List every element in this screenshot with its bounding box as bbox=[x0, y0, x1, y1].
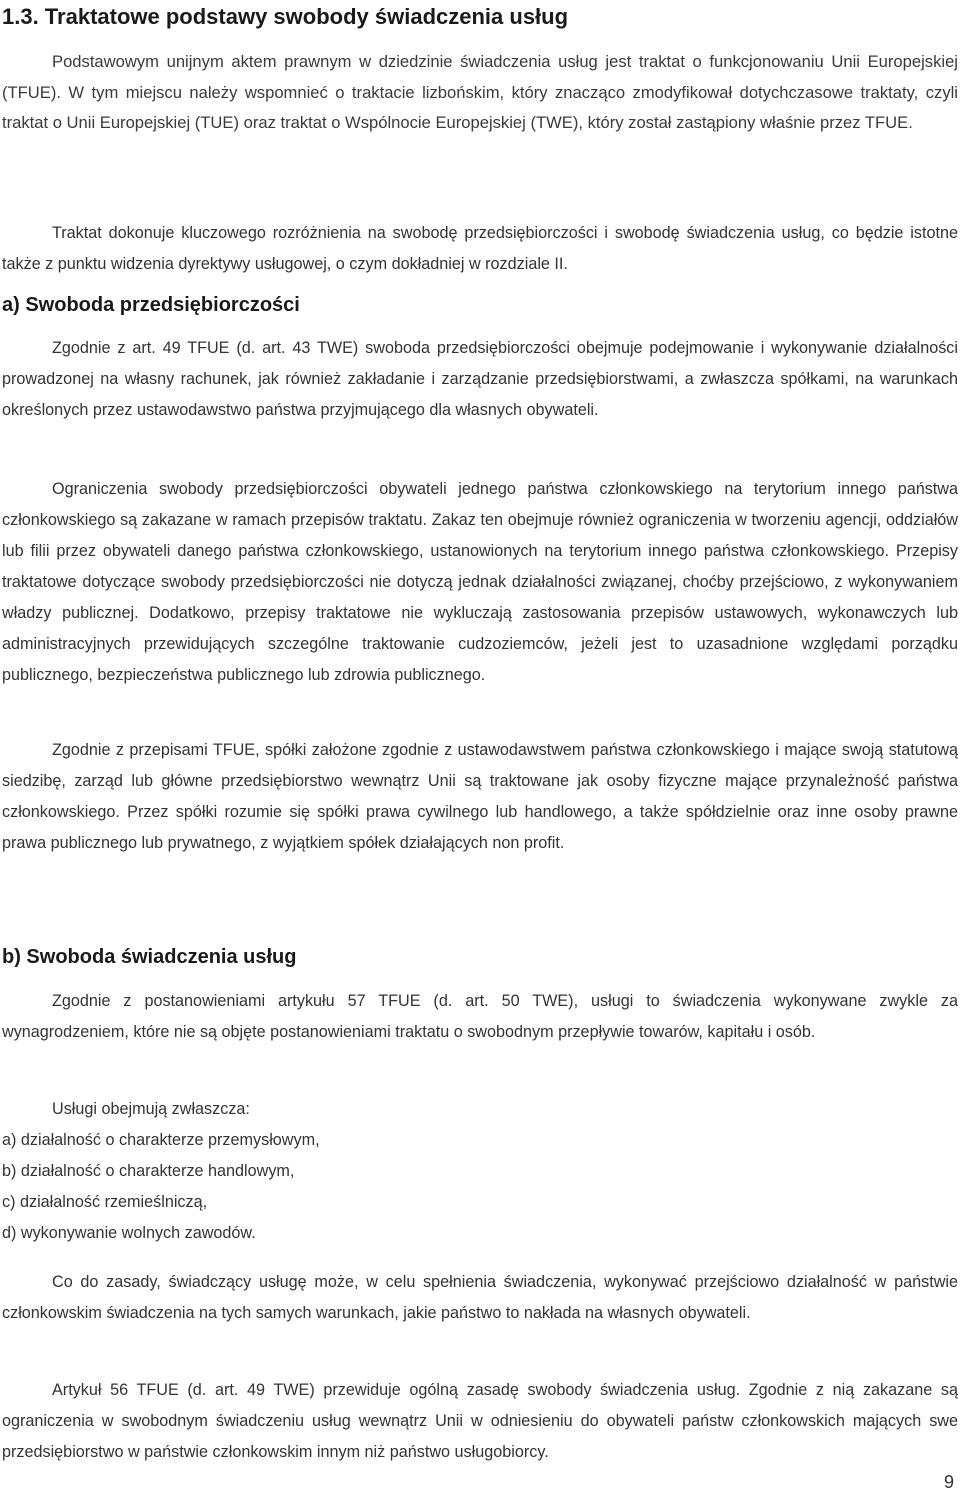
chapter-title: 1.3. Traktatowe podstawy swobody świadczenia usług bbox=[2, 4, 569, 29]
section-b-title: b) Swoboda świadczenia usług bbox=[2, 946, 297, 968]
services-list bbox=[2, 1125, 320, 1249]
section-a-paragraph-2: Ograniczenia swobody przedsiębiorczości obywateli jednego państwa członkowskiego na terytorium innego państwa członkowskiego są zakazane w ramach przepisów traktatu. Zakaz ten obejmuje również ograniczenia w tworzeniu agencji, oddziałów lub filii przez obywateli danego państwa członkowskiego, ustanowionych na terytorium innego państwa członkowskiego. Przepisy traktatowe dotyczące swobody przedsiębiorczości nie dotyczą jednak działalności związanej, choćby przejściowo, z wykonywaniem władzy publicznej. Dodatkowo, przepisy traktatowe nie wykluczają zastosowania przepisów ustawowych, wykonawczych lub administracyjnych przewidujących szczególne traktowanie cudzoziemców, jeżeli jest to uzasadnione względami porządku publicznego, bezpieczeństwa publicznego lub zdrowia publicznego. bbox=[2, 480, 958, 684]
section-b-paragraph-3: Artykuł 56 TFUE (d. art. 49 TWE) przewiduje ogólną zasadę swobody świadczenia usług. Zgodnie z nią zakazane są ograniczenia w swobodnym świadczeniu usług wewnątrz Unii w odniesieniu do obywateli państw członkowskich mających swe przedsiębiorstwo w państwie członkowskim innym niż państwo usługobiorcy. bbox=[2, 1381, 958, 1461]
section-a-paragraph-1: Zgodnie z art. 49 TFUE (d. art. 43 TWE) swoboda przedsiębiorczości obejmuje podejmowanie i wykonywanie działalności prowadzonej na własny rachunek, jak również zakładanie i zarządzanie przedsiębiorstwami, a zwłaszcza spółkami, na warunkach określonych przez ustawodawstwo państwa przyjmującego dla własnych obywateli. bbox=[2, 339, 958, 419]
section-a-paragraph-3: Zgodnie z przepisami TFUE, spółki założone zgodnie z ustawodawstwem państwa członkowskiego i mające swoją statutową siedzibę, zarząd lub główne przedsiębiorstwo wewnątrz Unii są traktowane jak osoby fizyczne mające przynależność państwa członkowskiego. Przez spółki rozumie się spółki prawa cywilnego lub handlowego, a także spółdzielnie oraz inne osoby prawne prawa publicznego lub prywatnego, z wyjątkiem spółek działających non profit. bbox=[2, 741, 958, 852]
intro-paragraph-1: Podstawowym unijnym aktem prawnym w dziedzinie świadczenia usług jest traktat o funkcjonowaniu Unii Europejskiej (TFUE). W tym miejscu należy wspomnieć o traktacie lizbońskim, który znacząco zmodyfikował dotychczasowe traktaty, czyli traktat o Unii Europejskiej (TUE) oraz traktat o Wspólnocie Europejskiej (TWE), który został zastąpiony właśnie przez TFUE. bbox=[2, 52, 958, 132]
intro-paragraph-2: Traktat dokonuje kluczowego rozróżnienia na swobodę przedsiębiorczości i swobodę świadczenia usług, co będzie istotne także z punktu widzenia dyrektywy usługowej, o czym dokładniej w rozdziale II. bbox=[2, 224, 958, 273]
section-b-paragraph-2: Co do zasady, świadczący usługę może, w celu spełnienia świadczenia, wykonywać przejściowo działalność w państwie członkowskim świadczenia na tych samych warunkach, jakie państwo to nakłada na własnych obywateli. bbox=[2, 1273, 958, 1322]
list-item: c) działalność rzemieślniczą, bbox=[2, 1193, 208, 1211]
list-item: d) wykonywanie wolnych zawodów. bbox=[2, 1224, 256, 1242]
section-b-list-intro: Usługi obejmują zwłaszcza: bbox=[52, 1100, 250, 1118]
list-item: a) działalność o charakterze przemysłowym, bbox=[2, 1131, 320, 1149]
section-a-title: a) Swoboda przedsiębiorczości bbox=[2, 294, 300, 316]
page-number: 9 bbox=[943, 1472, 954, 1492]
list-item: b) działalność o charakterze handlowym, bbox=[2, 1162, 295, 1180]
section-b-paragraph-1: Zgodnie z postanowieniami artykułu 57 TFUE (d. art. 50 TWE), usługi to świadczenia wykonywane zwykle za wynagrodzeniem, które nie są objęte postanowieniami traktatu o swobodnym przepływie towarów, kapitału i osób. bbox=[2, 992, 958, 1041]
